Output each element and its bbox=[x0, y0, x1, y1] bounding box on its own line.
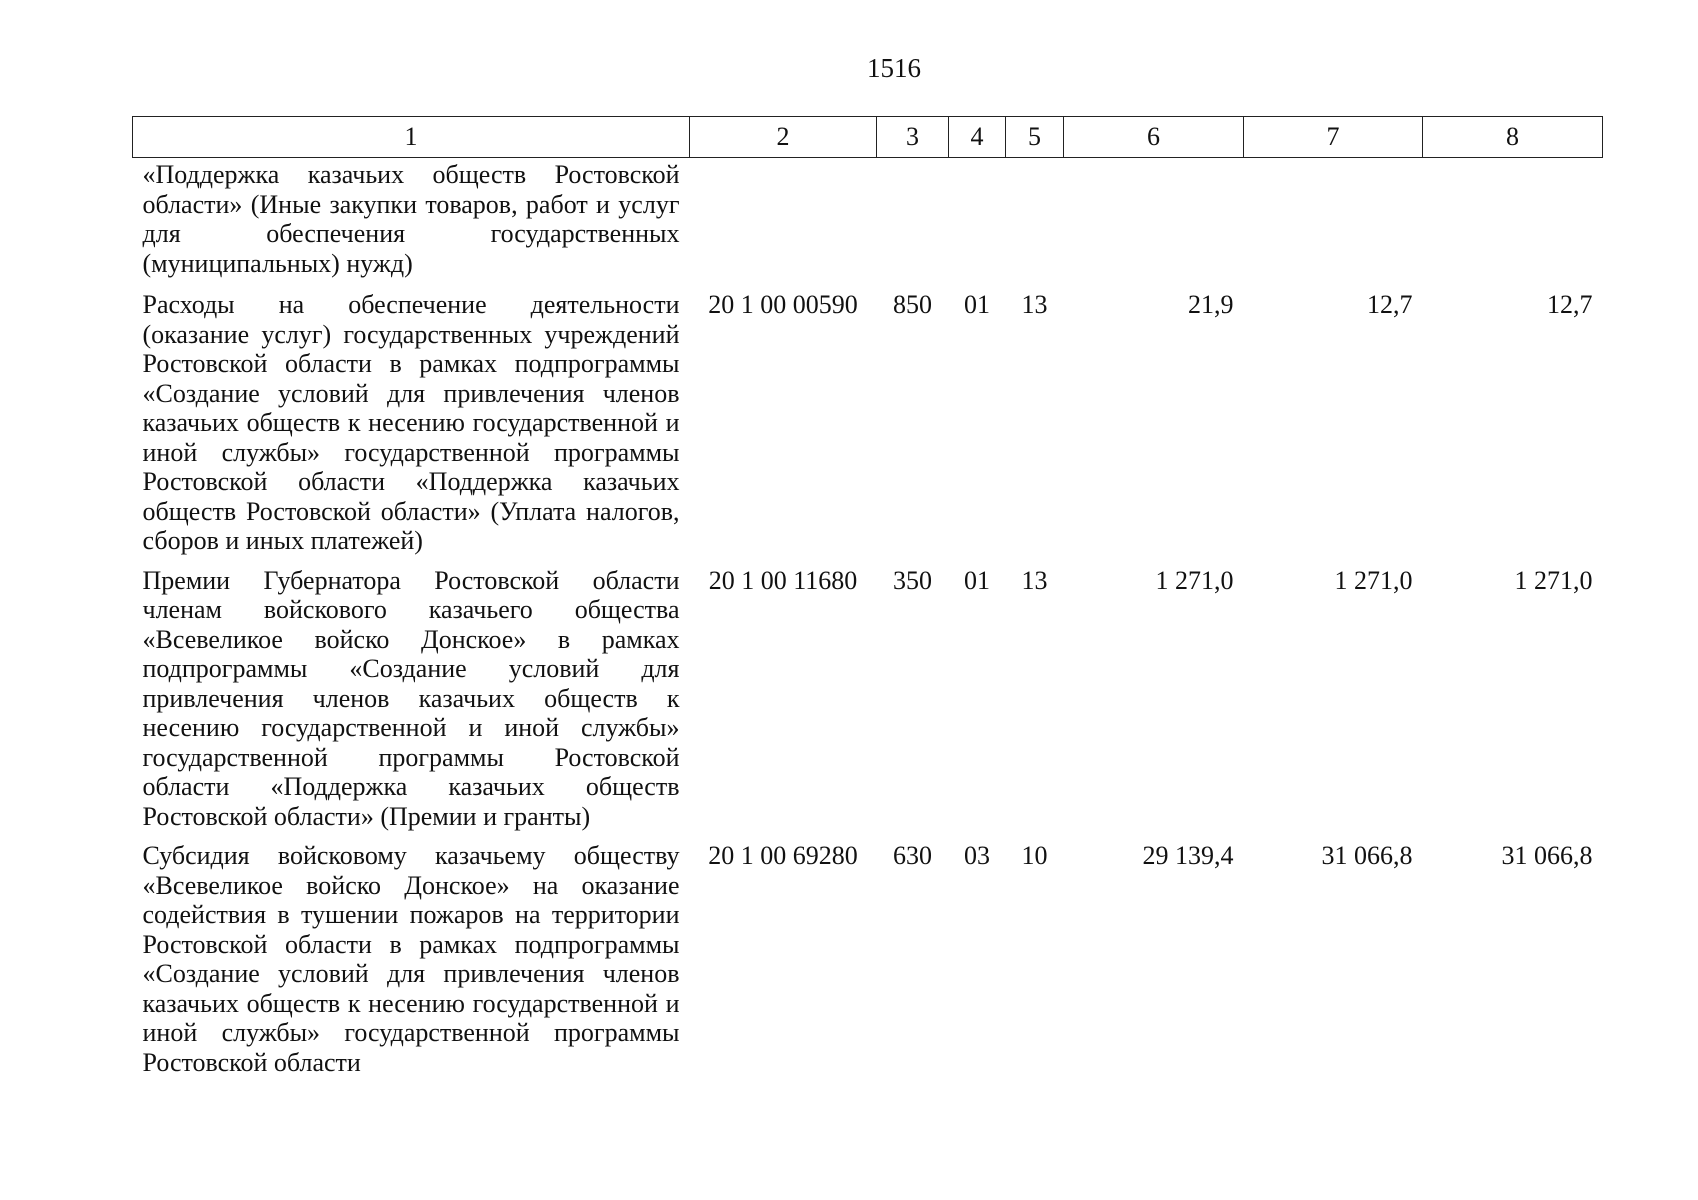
column-header-5: 5 bbox=[1006, 117, 1064, 158]
row-description: «Поддержка казачьих обществ Ростовской области» (Иные закупки товаров, работ и услуг для обеспечения государственных (муниципальных) нужд) bbox=[142, 160, 680, 278]
row-code: 20 1 00 00590 bbox=[708, 290, 858, 319]
table-body bbox=[133, 158, 1603, 1088]
column-header-6: 6 bbox=[1064, 117, 1244, 158]
row-vr bbox=[877, 158, 949, 291]
row-pr: 13 bbox=[1021, 290, 1048, 319]
column-header-2: 2 bbox=[690, 117, 877, 158]
row-amount-1: 21,9 bbox=[1188, 290, 1234, 319]
table-row bbox=[133, 158, 1603, 291]
row-amount-3: 12,7 bbox=[1547, 290, 1593, 319]
row-code bbox=[690, 158, 877, 291]
column-header-7: 7 bbox=[1244, 117, 1423, 158]
row-amount-3: 31 066,8 bbox=[1501, 841, 1593, 870]
row-amount-2: 1 271,0 bbox=[1334, 565, 1413, 595]
row-amount-1: 1 271,0 bbox=[1155, 565, 1234, 595]
row-description: Расходы на обеспечение деятельности (оказание услуг) государственных учреждений Ростовской области в рамках подпрограммы «Создание условий для привлечения членов казачьих обществ к несению государственной и иной службы» государственной программы Ростовской области «Поддержка казачьих обществ Ростовской области» (Уплата налогов, сборов и иных платежей) bbox=[142, 290, 680, 555]
row-amount-3 bbox=[1423, 158, 1603, 291]
row-amount-2: 31 066,8 bbox=[1321, 841, 1413, 870]
row-rz bbox=[949, 158, 1006, 291]
row-code: 20 1 00 11680 bbox=[708, 565, 858, 595]
header-row bbox=[133, 117, 1603, 158]
column-header-8: 8 bbox=[1423, 117, 1603, 158]
column-header-3: 3 bbox=[877, 117, 949, 158]
row-amount-2 bbox=[1244, 158, 1423, 291]
row-rz: 01 bbox=[964, 290, 990, 319]
row-code: 20 1 00 69280 bbox=[708, 841, 858, 870]
row-rz: 03 bbox=[964, 841, 990, 870]
row-pr: 10 bbox=[1021, 841, 1048, 870]
row-pr: 13 bbox=[1021, 565, 1048, 595]
row-description: Субсидия войсковому казачьему обществу «Всевеликое войско Донское» на оказание содействия в тушении пожаров на территории Ростовской области в рамках подпрограммы «Создание условий для привлечения членов казачьих обществ к несению государственной и иной службы» государственной программы Ростовской области bbox=[142, 841, 680, 1077]
table-row bbox=[133, 290, 1603, 566]
row-amount-3: 1 271,0 bbox=[1514, 565, 1593, 595]
row-vr: 350 bbox=[893, 565, 932, 595]
budget-table bbox=[132, 116, 1603, 1087]
page-number: 1516 bbox=[867, 53, 921, 83]
table-row bbox=[133, 841, 1603, 1087]
column-header-1: 1 bbox=[133, 117, 690, 158]
row-vr: 850 bbox=[893, 290, 932, 319]
row-amount-1 bbox=[1064, 158, 1244, 291]
row-amount-2: 12,7 bbox=[1367, 290, 1413, 319]
table-row bbox=[133, 566, 1603, 842]
row-amount-1: 29 139,4 bbox=[1142, 841, 1234, 870]
row-pr bbox=[1006, 158, 1064, 291]
column-header-4: 4 bbox=[949, 117, 1006, 158]
row-description: Премии Губернатора Ростовской области членам войскового казачьего общества «Всевеликое войско Донское» в рамках подпрограммы «Создание условий для привлечения членов казачьих обществ к несению государственной и иной службы» государственной программы Ростовской области «Поддержка казачьих обществ Ростовской области» (Премии и гранты) bbox=[142, 565, 680, 831]
table-header bbox=[133, 117, 1603, 158]
row-vr: 630 bbox=[893, 841, 932, 870]
row-rz: 01 bbox=[964, 565, 990, 595]
